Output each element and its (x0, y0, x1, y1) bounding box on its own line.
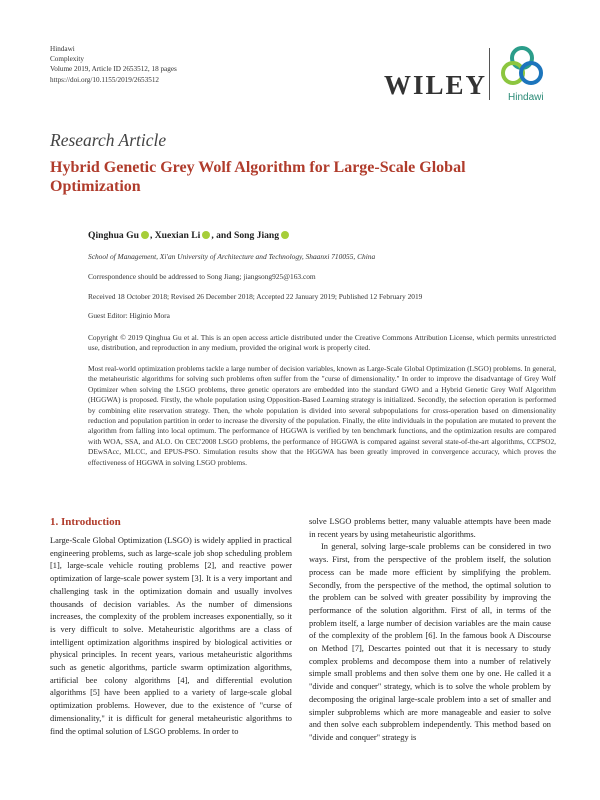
article-type: Research Article (50, 130, 167, 150)
hindawi-logo-icon (496, 46, 548, 97)
orcid-icon[interactable] (202, 231, 210, 239)
author-name[interactable]: Song Jiang (234, 230, 280, 241)
article-dates: Received 18 October 2018; Revised 26 December 2018; Accepted 22 January 2019; Published 12 February 2019 (88, 292, 423, 301)
author-name[interactable]: Xuexian Li (154, 230, 201, 241)
orcid-icon[interactable] (281, 231, 289, 239)
paragraph: solve LSGO problems better, many valuable attempts have been made in recent years by using metaheuristic algorithms. (309, 517, 551, 539)
author-separator: , (149, 230, 155, 241)
journal-info (50, 44, 177, 85)
wiley-logo: WILEY (384, 70, 488, 100)
orcid-icon[interactable] (141, 231, 149, 239)
journal-name: Complexity (50, 55, 84, 64)
article-title: Hybrid Genetic Grey Wolf Algorithm for Large-Scale Global Optimization (50, 159, 466, 195)
journal-publisher: Hindawi (50, 45, 75, 53)
hindawi-wordmark: Hindawi (508, 92, 544, 103)
guest-editor: Guest Editor: Higinio Mora (88, 311, 170, 320)
author-name[interactable]: Qinghua Gu (88, 230, 139, 241)
correspondence: Correspondence should be addressed to Song Jiang; jiangsong925@163.com (88, 272, 316, 281)
logo-divider (489, 48, 490, 100)
author-list (88, 230, 290, 241)
abstract: Most real-world optimization problems tackle a large number of decision variables, known as Large-Scale Global Optimization (LSGO) problems. In general, the metaheuristic algorithms for solving such problems often suffer from the "curse of dimensionality." In order to improve the disadvantage of Grey Wolf Optimizer when solving the LSGO problems, three genetic operators are embedded into the standard GWO and a Hybrid Genetic Grey Wolf Algorithm (HGGWA) is proposed. Firstly, the whole population using Opposition-Based Learning strategy is initialized. Secondly, the selection operation is performed by combining elite reservation strategy. Then, the whole population is divided into several subpopulations for cross-operation based on dimensionality reduction and population partition in order to increase the diversity of the population. Finally, the elite individuals in the population are mutated to prevent the algorithm from falling into local optimum. The performance of HGGWA is verified by ten benchmark functions, and the optimization results are compared with WOA, SSA, and ALO. On CEC'2008 LSGO problems, the performance of HGGWA is compared against several state-of-the-art algorithms, CCPSO2, DEwSAcc, MLCC, and EPUS-PSO. Simulation results show that the HGGWA has been greatly improved in convergence accuracy, which proves the effectiveness of HGGWA in solving LSGO problems. (88, 364, 556, 467)
paragraph: Large-Scale Global Optimization (LSGO) is widely applied in practical engineering problems, such as large-scale job shop scheduling problem [1], large-scale vehicle routing problems [2], and reactive power optimization of large-scale power system [3]. It is a very important and challenging task in the optimization domain and usually involves thousands of decision variables. As the number of dimensions increases, the complexity of the problem increases exponentially, so it is very difficult to solve. Metaheuristic algorithms are a class of intelligent optimization algorithms inspired by biological activities or physical principles. In recent years, various metaheuristic algorithms such as genetic algorithms, particle swarm optimization algorithms, artificial bee colony algorithms [4], and differential evolution algorithms [5] have been applied to a variety of large-scale global optimization problems. However, due to the existence of "curse of dimensionality," it is difficult for general metaheuristic algorithms to find the optimal solution of LSGO problems. In order to (50, 536, 292, 736)
body-column-left (50, 535, 292, 738)
author-separator: , and (211, 230, 234, 241)
affiliation: School of Management, Xi'an University of Architecture and Technology, Shaanxi 710055, China (88, 252, 376, 261)
copyright-notice: Copyright © 2019 Qinghua Gu et al. This is an open access article distributed under the Creative Commons Attribution License, which permits unrestricted use, distribution, and reproduction in any medium, provided the original work is properly cited. (88, 333, 556, 352)
body-column-right (309, 516, 551, 745)
paragraph: In general, solving large-scale problems can be considered in two ways. First, from the perspective of the problem itself, the solution process can be made more efficient by simplifying the problem. Secondly, from the perspective of the method, the optimal solution to the problem can be solved with greater possibility by improving the performance of the solution algorithm. First of all, in terms of the problem itself, a large number of decision variables are the main cause of the complexity of the problem [6]. In the famous book A Discourse on Method [7], Descartes pointed out that it is necessary to study complex problems and decompose them into a number of relatively simple small problems and then solve them one by one. He called it a "divide and conquer" strategy, which is to solve the whole problem by decomposing the original large-scale problem into a set of smaller and simpler subproblems which are more manageable and easier to solve and then solve each subproblem independently. This method based on "divide and conquer" strategy is (309, 542, 551, 742)
section-heading: 1. Introduction (50, 516, 121, 528)
journal-volume: Volume 2019, Article ID 2653512, 18 pages (50, 65, 177, 74)
journal-doi-link[interactable]: https://doi.org/10.1155/2019/2653512 (50, 75, 160, 84)
